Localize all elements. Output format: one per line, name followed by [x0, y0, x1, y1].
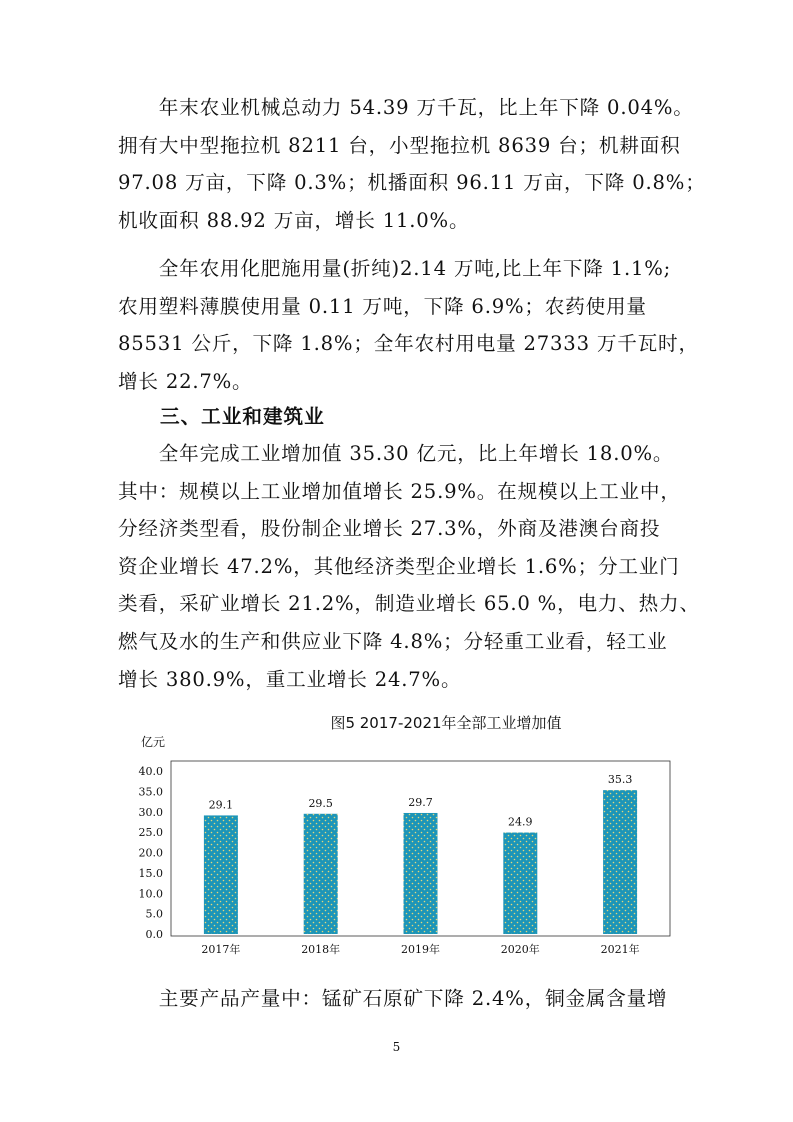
bar — [503, 833, 537, 934]
industry-value-chart — [0, 705, 793, 970]
y-tick-label: 15.0 — [138, 866, 163, 880]
bar — [304, 814, 338, 934]
text-line: 全年完成工业增加值 35.30 亿元，比上年增长 18.0%。 — [118, 442, 674, 465]
page-number: 5 — [392, 1040, 401, 1054]
text-line: 全年农用化肥施用量(折纯)2.14 万吨,比上年下降 1.1%; — [118, 257, 672, 280]
bar-value-label: 24.9 — [508, 815, 533, 829]
bar-value-label: 29.7 — [408, 795, 433, 809]
paragraph-fertilizer — [118, 250, 699, 400]
bar — [603, 790, 637, 934]
x-tick-label: 2019年 — [401, 943, 440, 956]
y-tick-label: 25.0 — [138, 826, 163, 840]
bar-value-label: 29.1 — [208, 798, 234, 812]
x-axis — [201, 942, 639, 956]
text-line: 年末农业机械总动力 54.39 万千瓦，比上年下降 0.04%。 — [118, 96, 694, 119]
bar — [204, 815, 238, 934]
paragraph-industry — [118, 435, 700, 698]
x-tick-label: 2020年 — [500, 943, 540, 956]
y-axis-unit-label: 亿元 — [140, 735, 166, 749]
paragraph-products — [118, 980, 693, 1018]
text-line: 分经济类型看，股份制企业增长 27.3%，外商及港澳台商投 — [118, 517, 661, 541]
text-line: 拥有大中型拖拉机 8211 台，小型拖拉机 8639 台；机耕面积 — [118, 133, 681, 157]
text-line: 类看，采矿业增长 21.2%，制造业增长 65.0 %，电力、热力、 — [118, 592, 700, 616]
text-line: 燃气及水的生产和供应业下降 4.8%；分轻重工业看，轻工业 — [118, 629, 668, 653]
text-line: 机收面积 88.92 万亩，增长 11.0%。 — [118, 208, 470, 232]
chart-title: 图5 2017-2021年全部工业增加值 — [330, 714, 562, 732]
y-axis — [139, 765, 164, 941]
x-tick-label: 2018年 — [301, 943, 341, 956]
text-line: 资企业增长 47.2%，其他经济类型企业增长 1.6%；分工业门 — [118, 554, 680, 578]
y-tick-label: 35.0 — [138, 785, 163, 799]
text-line: 其中：规模以上工业增加值增长 25.9%。在规模以上工业中， — [118, 479, 681, 503]
text-line: 85531 公斤，下降 1.8%；全年农村用电量 27333 万千瓦时， — [118, 332, 699, 356]
bar-value-label: 35.3 — [607, 773, 633, 787]
section-heading: 三、工业和建筑业 — [160, 405, 325, 428]
y-tick-label: 10.0 — [138, 887, 163, 901]
text-line: 增长 380.9%，重工业增长 24.7%。 — [118, 667, 462, 691]
y-tick-label: 30.0 — [138, 805, 163, 819]
y-tick-label: 5.0 — [145, 907, 163, 921]
bar — [404, 813, 438, 934]
bar-series — [204, 790, 637, 934]
bar-value-label: 29.5 — [308, 796, 333, 810]
x-tick-label: 2021年 — [600, 943, 640, 956]
paragraph-agri-machinery — [118, 89, 706, 239]
text-line: 97.08 万亩，下降 0.3%；机播面积 96.11 万亩，下降 0.8%； — [118, 171, 706, 195]
text-line: 农用塑料薄膜使用量 0.11 万吨，下降 6.9%；农药使用量 — [118, 294, 647, 318]
y-tick-label: 20.0 — [138, 846, 163, 860]
x-tick-label: 2017年 — [201, 943, 241, 956]
y-tick-label: 0.0 — [145, 928, 163, 941]
text-line: 增长 22.7%。 — [118, 369, 253, 393]
y-tick-label: 40.0 — [138, 765, 163, 778]
text-line: 主要产品产量中：锰矿石原矿下降 2.4%，铜金属含量增 — [118, 987, 668, 1010]
